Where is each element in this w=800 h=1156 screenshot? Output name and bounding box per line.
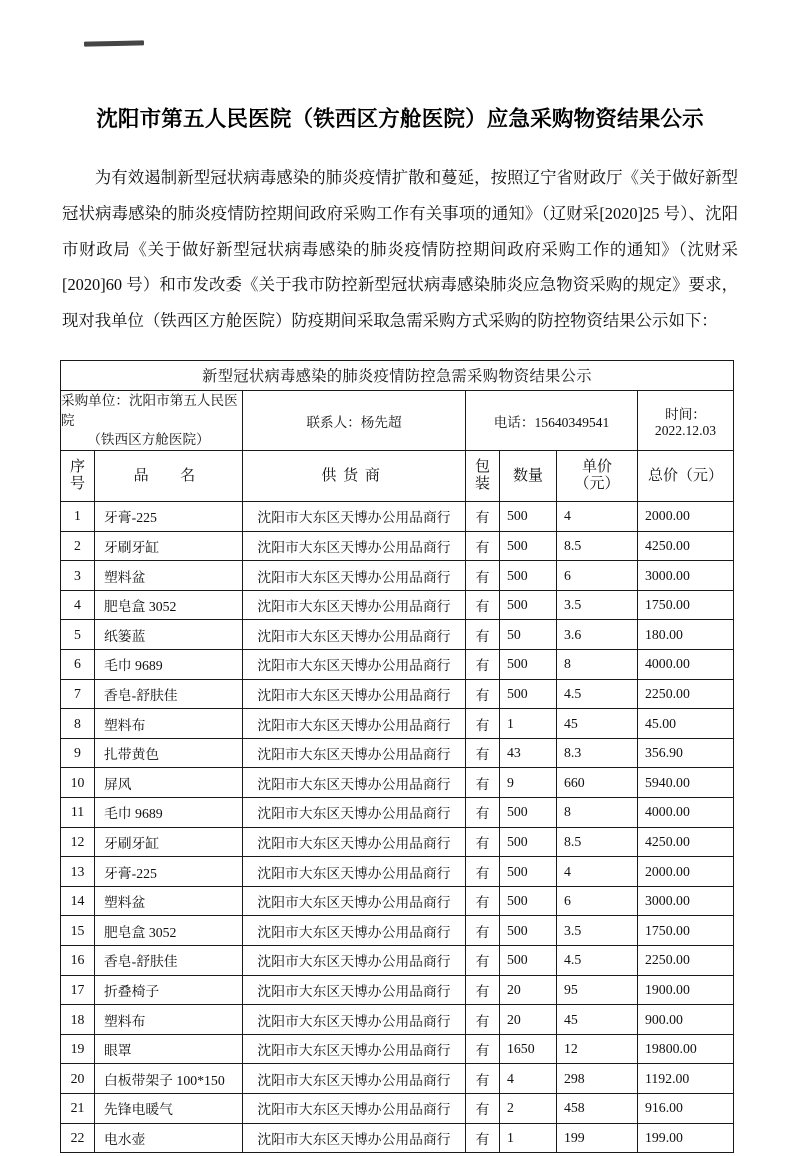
table-row bbox=[61, 709, 734, 739]
intro-paragraph: 为有效遏制新型冠状病毒感染的肺炎疫情扩散和蔓延，按照辽宁省财政厅《关于做好新型冠状病毒感染的肺炎疫情防控期间政府采购工作有关事项的通知》（辽财采[2020]25 号）、沈阳市财政局《关于做好新型冠状病毒感染的肺炎疫情防控期间政府采购工作的通知》（沈财采[2020]60 号）和市发改委《关于我市防控新型冠状病毒感染肺炎应急物资采购的规定》要求，现对我单位（铁西区方舱医院）防疫期间采取急需采购方式采购的防控物资结果公示如下： bbox=[62, 168, 738, 331]
table-row bbox=[61, 1034, 734, 1064]
cell-supplier: 沈阳市大东区天博办公用品商行 bbox=[243, 620, 466, 650]
column-header-index-line1: 序 bbox=[69, 459, 85, 476]
cell-packaging: 有 bbox=[466, 502, 500, 532]
cell-supplier: 沈阳市大东区天博办公用品商行 bbox=[243, 857, 466, 887]
cell-supplier: 沈阳市大东区天博办公用品商行 bbox=[243, 916, 466, 946]
cell-item-name: 香皂-舒肤佳 bbox=[95, 946, 243, 976]
cell-total-price: 4000.00 bbox=[638, 798, 734, 828]
table-column-header-row bbox=[61, 451, 734, 502]
cell-total-price: 1750.00 bbox=[638, 590, 734, 620]
cell-item-name: 牙刷牙缸 bbox=[95, 531, 243, 561]
cell-quantity: 500 bbox=[500, 827, 557, 857]
cell-index: 19 bbox=[61, 1034, 95, 1064]
cell-total-price: 180.00 bbox=[638, 620, 734, 650]
column-header-pack-line1: 包 bbox=[474, 459, 490, 476]
cell-unit-price: 8.5 bbox=[557, 827, 638, 857]
cell-packaging: 有 bbox=[466, 975, 500, 1005]
cell-total-price: 900.00 bbox=[638, 1005, 734, 1035]
table-row bbox=[61, 886, 734, 916]
cell-packaging: 有 bbox=[466, 590, 500, 620]
cell-packaging: 有 bbox=[466, 561, 500, 591]
cell-item-name: 屏风 bbox=[95, 768, 243, 798]
table-row bbox=[61, 561, 734, 591]
cell-unit-price: 4.5 bbox=[557, 946, 638, 976]
cell-packaging: 有 bbox=[466, 827, 500, 857]
cell-total-price: 45.00 bbox=[638, 709, 734, 739]
table-row bbox=[61, 679, 734, 709]
page-title: 沈阳市第五人民医院（铁西区方舱医院）应急采购物资结果公示 bbox=[96, 107, 704, 131]
table-row bbox=[61, 946, 734, 976]
cell-supplier: 沈阳市大东区天博办公用品商行 bbox=[243, 768, 466, 798]
cell-quantity: 500 bbox=[500, 886, 557, 916]
cell-index: 9 bbox=[61, 738, 95, 768]
table-row bbox=[61, 857, 734, 887]
cell-unit-price: 298 bbox=[557, 1064, 638, 1094]
cell-quantity: 4 bbox=[500, 1064, 557, 1094]
cell-unit-price: 8 bbox=[557, 798, 638, 828]
cell-index: 3 bbox=[61, 561, 95, 591]
cell-quantity: 500 bbox=[500, 561, 557, 591]
cell-quantity: 500 bbox=[500, 857, 557, 887]
table-row bbox=[61, 1093, 734, 1123]
cell-item-name: 白板带架子 100*150 bbox=[95, 1064, 243, 1094]
purchasing-unit-line1: 采购单位：沈阳市第五人民医院 bbox=[61, 393, 238, 428]
table-row bbox=[61, 620, 734, 650]
cell-supplier: 沈阳市大东区天博办公用品商行 bbox=[243, 798, 466, 828]
cell-packaging: 有 bbox=[466, 1005, 500, 1035]
table-body bbox=[61, 502, 734, 1153]
cell-unit-price: 8 bbox=[557, 650, 638, 680]
date-cell: 时间：2022.12.03 bbox=[638, 391, 734, 451]
cell-total-price: 3000.00 bbox=[638, 561, 734, 591]
cell-unit-price: 3.5 bbox=[557, 916, 638, 946]
cell-item-name: 肥皂盒 3052 bbox=[95, 590, 243, 620]
cell-index: 1 bbox=[61, 502, 95, 532]
cell-quantity: 2 bbox=[500, 1093, 557, 1123]
cell-quantity: 500 bbox=[500, 916, 557, 946]
cell-supplier: 沈阳市大东区天博办公用品商行 bbox=[243, 1005, 466, 1035]
cell-unit-price: 458 bbox=[557, 1093, 638, 1123]
cell-supplier: 沈阳市大东区天博办公用品商行 bbox=[243, 1034, 466, 1064]
table-row bbox=[61, 590, 734, 620]
cell-item-name: 塑料盆 bbox=[95, 561, 243, 591]
cell-total-price: 2000.00 bbox=[638, 502, 734, 532]
cell-index: 7 bbox=[61, 679, 95, 709]
column-header-pack-line2: 装 bbox=[474, 476, 490, 493]
cell-quantity: 1 bbox=[500, 1123, 557, 1153]
cell-unit-price: 6 bbox=[557, 561, 638, 591]
cell-item-name: 扎带黄色 bbox=[95, 738, 243, 768]
cell-quantity: 20 bbox=[500, 1005, 557, 1035]
cell-quantity: 500 bbox=[500, 798, 557, 828]
table-info-row bbox=[61, 391, 734, 451]
cell-item-name: 牙膏-225 bbox=[95, 857, 243, 887]
cell-quantity: 500 bbox=[500, 946, 557, 976]
cell-item-name: 折叠椅子 bbox=[95, 975, 243, 1005]
cell-supplier: 沈阳市大东区天博办公用品商行 bbox=[243, 531, 466, 561]
cell-total-price: 19800.00 bbox=[638, 1034, 734, 1064]
column-header-index-line2: 号 bbox=[69, 476, 85, 493]
procurement-table-wrapper bbox=[60, 360, 733, 1153]
cell-supplier: 沈阳市大东区天博办公用品商行 bbox=[243, 1123, 466, 1153]
cell-unit-price: 95 bbox=[557, 975, 638, 1005]
table-banner-row bbox=[61, 361, 734, 391]
cell-quantity: 1650 bbox=[500, 1034, 557, 1064]
cell-index: 15 bbox=[61, 916, 95, 946]
cell-index: 17 bbox=[61, 975, 95, 1005]
cell-unit-price: 3.6 bbox=[557, 620, 638, 650]
cell-quantity: 500 bbox=[500, 502, 557, 532]
table-row bbox=[61, 1123, 734, 1153]
cell-supplier: 沈阳市大东区天博办公用品商行 bbox=[243, 886, 466, 916]
table-row bbox=[61, 768, 734, 798]
cell-unit-price: 4 bbox=[557, 857, 638, 887]
purchasing-unit-cell bbox=[61, 391, 243, 451]
table-row bbox=[61, 975, 734, 1005]
cell-quantity: 50 bbox=[500, 620, 557, 650]
cell-total-price: 2250.00 bbox=[638, 946, 734, 976]
cell-packaging: 有 bbox=[466, 620, 500, 650]
column-header-index bbox=[61, 451, 95, 502]
cell-index: 10 bbox=[61, 768, 95, 798]
cell-index: 18 bbox=[61, 1005, 95, 1035]
cell-supplier: 沈阳市大东区天博办公用品商行 bbox=[243, 590, 466, 620]
cell-packaging: 有 bbox=[466, 531, 500, 561]
cell-index: 14 bbox=[61, 886, 95, 916]
cell-supplier: 沈阳市大东区天博办公用品商行 bbox=[243, 679, 466, 709]
table-row bbox=[61, 798, 734, 828]
cell-unit-price: 4.5 bbox=[557, 679, 638, 709]
table-row bbox=[61, 1005, 734, 1035]
cell-packaging: 有 bbox=[466, 857, 500, 887]
cell-index: 13 bbox=[61, 857, 95, 887]
cell-quantity: 43 bbox=[500, 738, 557, 768]
cell-item-name: 塑料布 bbox=[95, 1005, 243, 1035]
cell-supplier: 沈阳市大东区天博办公用品商行 bbox=[243, 827, 466, 857]
column-header-supplier: 供货商 bbox=[243, 451, 466, 502]
cell-supplier: 沈阳市大东区天博办公用品商行 bbox=[243, 975, 466, 1005]
cell-item-name: 塑料盆 bbox=[95, 886, 243, 916]
cell-item-name: 塑料布 bbox=[95, 709, 243, 739]
table-row bbox=[61, 531, 734, 561]
cell-quantity: 1 bbox=[500, 709, 557, 739]
cell-item-name: 牙刷牙缸 bbox=[95, 827, 243, 857]
column-header-quantity: 数量 bbox=[500, 451, 557, 502]
cell-total-price: 4000.00 bbox=[638, 650, 734, 680]
cell-packaging: 有 bbox=[466, 1123, 500, 1153]
cell-quantity: 500 bbox=[500, 650, 557, 680]
cell-item-name: 毛巾 9689 bbox=[95, 798, 243, 828]
cell-index: 8 bbox=[61, 709, 95, 739]
cell-unit-price: 660 bbox=[557, 768, 638, 798]
cell-index: 6 bbox=[61, 650, 95, 680]
cell-total-price: 4250.00 bbox=[638, 531, 734, 561]
cell-total-price: 356.90 bbox=[638, 738, 734, 768]
cell-total-price: 5940.00 bbox=[638, 768, 734, 798]
document-page bbox=[0, 0, 800, 339]
table-row bbox=[61, 738, 734, 768]
cell-quantity: 9 bbox=[500, 768, 557, 798]
cell-item-name: 香皂-舒肤佳 bbox=[95, 679, 243, 709]
cell-unit-price: 8.5 bbox=[557, 531, 638, 561]
cell-quantity: 500 bbox=[500, 590, 557, 620]
cell-unit-price: 6 bbox=[557, 886, 638, 916]
cell-item-name: 电水壶 bbox=[95, 1123, 243, 1153]
cell-index: 12 bbox=[61, 827, 95, 857]
cell-index: 4 bbox=[61, 590, 95, 620]
cell-supplier: 沈阳市大东区天博办公用品商行 bbox=[243, 738, 466, 768]
cell-packaging: 有 bbox=[466, 1064, 500, 1094]
procurement-result-table bbox=[60, 360, 734, 1153]
cell-index: 2 bbox=[61, 531, 95, 561]
contact-person-cell: 联系人：杨先超 bbox=[243, 391, 466, 451]
cell-quantity: 500 bbox=[500, 679, 557, 709]
cell-supplier: 沈阳市大东区天博办公用品商行 bbox=[243, 502, 466, 532]
cell-item-name: 毛巾 9689 bbox=[95, 650, 243, 680]
cell-total-price: 199.00 bbox=[638, 1123, 734, 1153]
cell-total-price: 1750.00 bbox=[638, 916, 734, 946]
cell-item-name: 肥皂盒 3052 bbox=[95, 916, 243, 946]
column-header-total-price: 总价（元） bbox=[638, 451, 734, 502]
cell-supplier: 沈阳市大东区天博办公用品商行 bbox=[243, 946, 466, 976]
cell-packaging: 有 bbox=[466, 1034, 500, 1064]
cell-index: 20 bbox=[61, 1064, 95, 1094]
cell-total-price: 1192.00 bbox=[638, 1064, 734, 1094]
cell-unit-price: 45 bbox=[557, 1005, 638, 1035]
cell-packaging: 有 bbox=[466, 1093, 500, 1123]
column-header-unit-price bbox=[557, 451, 638, 502]
cell-index: 5 bbox=[61, 620, 95, 650]
cell-packaging: 有 bbox=[466, 738, 500, 768]
cell-unit-price: 8.3 bbox=[557, 738, 638, 768]
cell-supplier: 沈阳市大东区天博办公用品商行 bbox=[243, 1093, 466, 1123]
cell-packaging: 有 bbox=[466, 768, 500, 798]
cell-packaging: 有 bbox=[466, 916, 500, 946]
cell-supplier: 沈阳市大东区天博办公用品商行 bbox=[243, 650, 466, 680]
phone-cell: 电话：15640349541 bbox=[466, 391, 638, 451]
column-header-unit-price-line1: 单价 bbox=[581, 459, 612, 476]
cell-index: 21 bbox=[61, 1093, 95, 1123]
column-header-name: 品 名 bbox=[95, 451, 243, 502]
cell-supplier: 沈阳市大东区天博办公用品商行 bbox=[243, 709, 466, 739]
cell-unit-price: 45 bbox=[557, 709, 638, 739]
cell-item-name: 眼罩 bbox=[95, 1034, 243, 1064]
table-banner-title: 新型冠状病毒感染的肺炎疫情防控急需采购物资结果公示 bbox=[61, 361, 734, 391]
cell-quantity: 500 bbox=[500, 531, 557, 561]
cell-supplier: 沈阳市大东区天博办公用品商行 bbox=[243, 561, 466, 591]
cell-total-price: 4250.00 bbox=[638, 827, 734, 857]
table-row bbox=[61, 916, 734, 946]
cell-index: 22 bbox=[61, 1123, 95, 1153]
cell-packaging: 有 bbox=[466, 946, 500, 976]
cell-packaging: 有 bbox=[466, 650, 500, 680]
table-row bbox=[61, 1064, 734, 1094]
cell-packaging: 有 bbox=[466, 798, 500, 828]
cell-total-price: 3000.00 bbox=[638, 886, 734, 916]
cell-packaging: 有 bbox=[466, 886, 500, 916]
cell-total-price: 2000.00 bbox=[638, 857, 734, 887]
cell-quantity: 20 bbox=[500, 975, 557, 1005]
purchasing-unit-line2: （铁西区方舱医院） bbox=[87, 432, 210, 448]
cell-packaging: 有 bbox=[466, 709, 500, 739]
cell-unit-price: 4 bbox=[557, 502, 638, 532]
cell-unit-price: 12 bbox=[557, 1034, 638, 1064]
cell-supplier: 沈阳市大东区天博办公用品商行 bbox=[243, 1064, 466, 1094]
cell-unit-price: 199 bbox=[557, 1123, 638, 1153]
cell-total-price: 1900.00 bbox=[638, 975, 734, 1005]
cell-item-name: 纸篓蓝 bbox=[95, 620, 243, 650]
column-header-pack bbox=[466, 451, 500, 502]
cell-total-price: 916.00 bbox=[638, 1093, 734, 1123]
cell-index: 11 bbox=[61, 798, 95, 828]
cell-item-name: 先锋电暖气 bbox=[95, 1093, 243, 1123]
table-row bbox=[61, 650, 734, 680]
cell-unit-price: 3.5 bbox=[557, 590, 638, 620]
cell-packaging: 有 bbox=[466, 679, 500, 709]
cell-total-price: 2250.00 bbox=[638, 679, 734, 709]
cell-index: 16 bbox=[61, 946, 95, 976]
table-row bbox=[61, 502, 734, 532]
column-header-unit-price-line2: （元） bbox=[574, 476, 620, 493]
cell-item-name: 牙膏-225 bbox=[95, 502, 243, 532]
table-row bbox=[61, 827, 734, 857]
